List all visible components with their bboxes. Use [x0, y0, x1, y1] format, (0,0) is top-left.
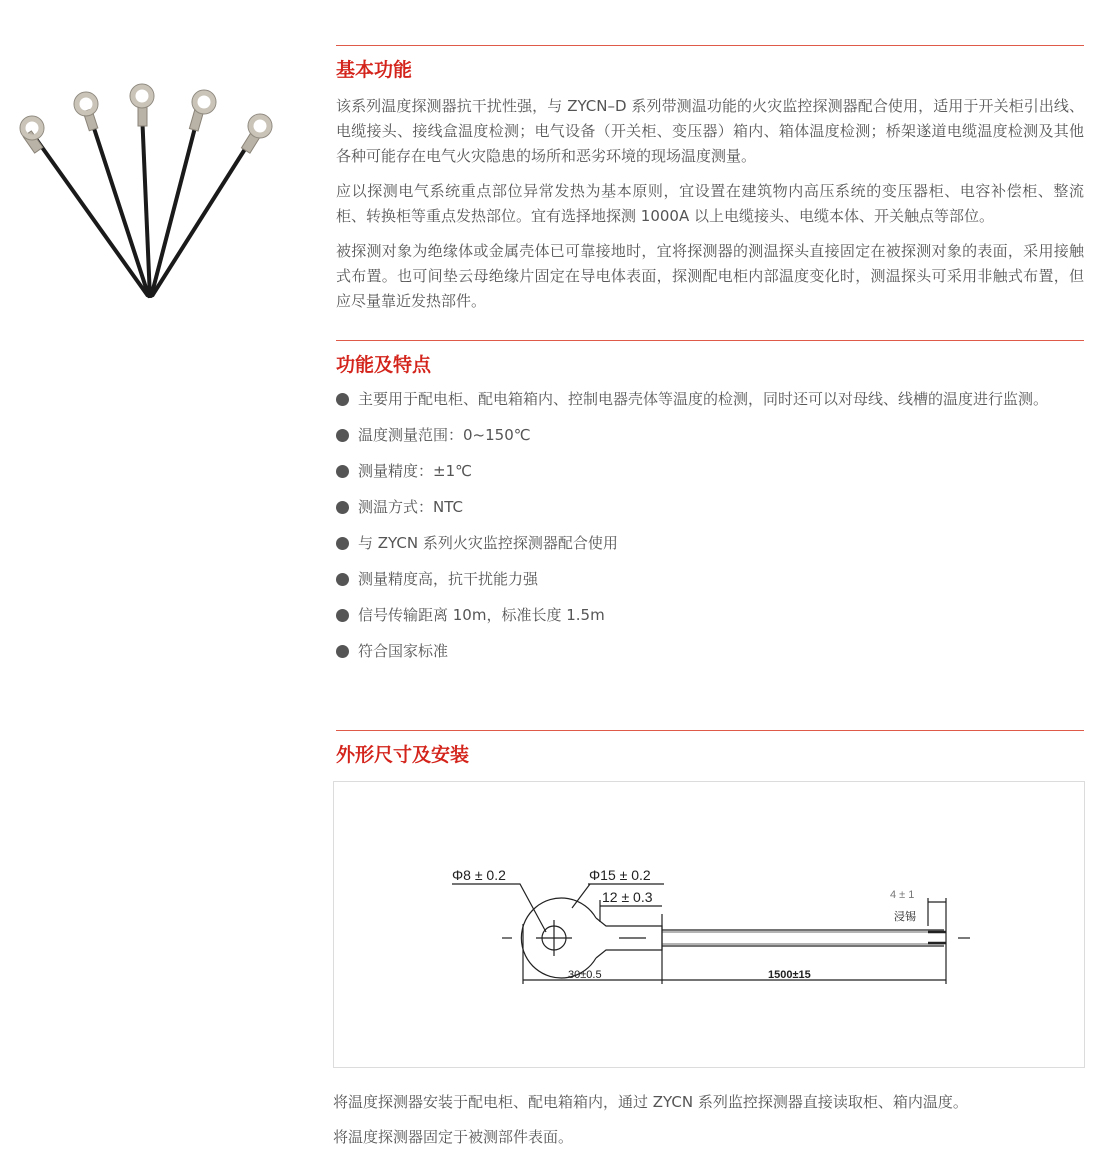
bullet-icon [336, 609, 349, 622]
bullet-icon [336, 501, 349, 514]
list-item: 测温方式：NTC [336, 497, 1084, 517]
list-item: 温度测量范围：0~150℃ [336, 425, 1084, 445]
drawing-labels [452, 867, 916, 981]
list-item: 测量精度高，抗干扰能力强 [336, 569, 1084, 589]
section-divider [336, 45, 1084, 46]
basic-function-paragraph: 被探测对象为绝缘体或金属壳体已可靠接地时，宜将探测器的测温探头直接固定在被探测对象的表面，采用接触式布置。也可间垫云母绝缘片固定在导电体表面，探测配电柜内部温度变化时，测温探头可采用非触式布置，但应尽量靠近发热部件。 [336, 242, 1084, 310]
dimension-drawing [333, 781, 1085, 1068]
features-list [336, 389, 1084, 661]
basic-function-section [336, 45, 1084, 324]
bullet-icon [336, 465, 349, 478]
list-item: 信号传输距离 10m，标准长度 1.5m [336, 605, 1084, 625]
bullet-icon [336, 645, 349, 658]
basic-function-paragraph: 应以探测电气系统重点部位异常发热为基本原则，宜设置在建筑物内高压系统的变压器柜、电容补偿柜、整流柜、转换柜等重点发热部位。宜有选择地探测 1000A 以上电缆接头、电缆本体、开关触点等部位。 [336, 182, 1084, 225]
bullet-icon [336, 573, 349, 586]
product-image [10, 70, 290, 310]
tin-length-label: 4 ± 1 [890, 889, 915, 901]
features-section [336, 340, 1084, 677]
basic-function-paragraph: 该系列温度探测器抗干扰性强，与 ZYCN–D 系列带测温功能的火灾监控探测器配合使用，适用于开关柜引出线、电缆接头、接线盒温度检测；电气设备（开关柜、变压器）箱内、箱体温度检测；桥架遂道电缆温度检测及其他各种可能存在电气火灾隐患的场所和恶劣环境的现场温度测量。 [336, 97, 1084, 165]
hole-diameter-label: Φ8 ± 0.2 [452, 867, 506, 883]
list-item: 主要用于配电柜、配电箱箱内、控制电器壳体等温度的检测，同时还可以对母线、线槽的温度进行监测。 [336, 389, 1084, 409]
basic-function-heading: 基本功能 [336, 59, 413, 81]
sleeve-length-label: 12 ± 0.3 [602, 889, 653, 905]
section-divider [336, 730, 1084, 731]
installation-heading: 外形尺寸及安装 [336, 744, 470, 766]
features-heading: 功能及特点 [336, 354, 432, 376]
ring-diameter-label: Φ15 ± 0.2 [589, 867, 651, 883]
list-item: 测量精度：±1℃ [336, 461, 1084, 481]
bullet-icon [336, 429, 349, 442]
bullet-icon [336, 393, 349, 406]
section-divider [336, 340, 1084, 341]
installation-section [336, 730, 1084, 779]
installation-note: 将温度探测器固定于被测部件表面。 [333, 1128, 574, 1146]
installation-note: 将温度探测器安装于配电柜、配电箱箱内，通过 ZYCN 系列监控探测器直接读取柜、箱内温度。 [333, 1093, 968, 1111]
dimension-drawing-svg [334, 782, 1084, 1067]
probe-cables [34, 112, 252, 298]
lug-length-label: 30±0.5 [568, 969, 602, 981]
cable-length-label: 1500±15 [768, 969, 811, 981]
tin-label: 浸锡 [894, 911, 916, 923]
list-item: 符合国家标准 [336, 641, 1084, 661]
bullet-icon [336, 537, 349, 550]
list-item: 与 ZYCN 系列火灾监控探测器配合使用 [336, 533, 1084, 553]
